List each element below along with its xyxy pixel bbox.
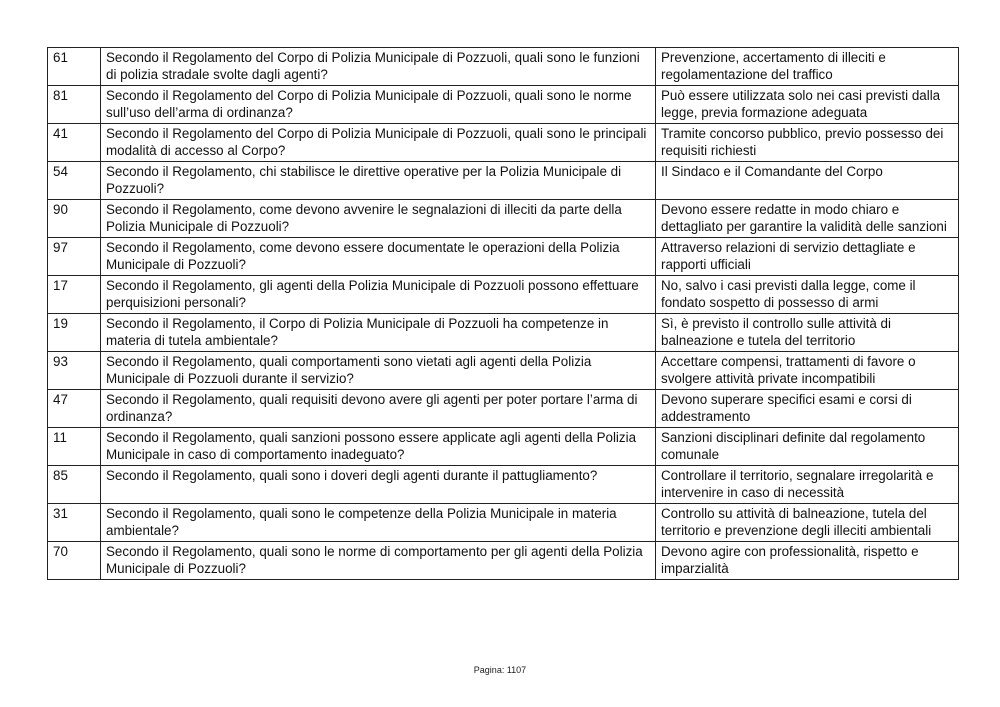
row-number: 85 — [48, 466, 101, 504]
page-number: Pagina: 1107 — [473, 665, 527, 675]
table-row — [48, 124, 959, 162]
answer-cell: Sanzioni disciplinari definite dal regolamento comunale — [656, 428, 959, 466]
answer-cell: Controllare il territorio, segnalare irregolarità e intervenire in caso di necessità — [656, 466, 959, 504]
table-row — [48, 466, 959, 504]
row-number: 90 — [48, 200, 101, 238]
table-row — [48, 504, 959, 542]
question-cell: Secondo il Regolamento, come devono avvenire le segnalazioni di illeciti da parte della Polizia Municipale di Pozzuoli? — [101, 200, 656, 238]
answer-cell: Devono superare specifici esami e corsi di addestramento — [656, 390, 959, 428]
table-row — [48, 86, 959, 124]
question-cell: Secondo il Regolamento del Corpo di Polizia Municipale di Pozzuoli, quali sono le principali modalità di accesso al Corpo? — [101, 124, 656, 162]
question-cell: Secondo il Regolamento, come devono essere documentate le operazioni della Polizia Municipale di Pozzuoli? — [101, 238, 656, 276]
table-row — [48, 162, 959, 200]
table-row — [48, 390, 959, 428]
answer-cell: Attraverso relazioni di servizio dettagliate e rapporti ufficiali — [656, 238, 959, 276]
question-cell: Secondo il Regolamento, quali comportamenti sono vietati agli agenti della Polizia Municipale di Pozzuoli durante il servizio? — [101, 352, 656, 390]
row-number: 19 — [48, 314, 101, 352]
table-row — [48, 352, 959, 390]
question-cell: Secondo il Regolamento, il Corpo di Polizia Municipale di Pozzuoli ha competenze in materia di tutela ambientale? — [101, 314, 656, 352]
answer-cell: Sì, è previsto il controllo sulle attività di balneazione e tutela del territorio — [656, 314, 959, 352]
row-number: 47 — [48, 390, 101, 428]
row-number: 61 — [48, 48, 101, 86]
answer-cell: Può essere utilizzata solo nei casi previsti dalla legge, previa formazione adeguata — [656, 86, 959, 124]
qa-table — [47, 47, 959, 580]
table-row — [48, 238, 959, 276]
question-cell: Secondo il Regolamento, quali sanzioni possono essere applicate agli agenti della Polizia Municipale in caso di comportamento inadeguato? — [101, 428, 656, 466]
row-number: 81 — [48, 86, 101, 124]
qa-table-body — [48, 48, 959, 580]
table-row — [48, 428, 959, 466]
answer-cell: Tramite concorso pubblico, previo possesso dei requisiti richiesti — [656, 124, 959, 162]
row-number: 11 — [48, 428, 101, 466]
question-cell: Secondo il Regolamento del Corpo di Polizia Municipale di Pozzuoli, quali sono le funzioni di polizia stradale svolte dagli agenti? — [101, 48, 656, 86]
table-row — [48, 542, 959, 580]
question-cell: Secondo il Regolamento, quali sono le norme di comportamento per gli agenti della Polizia Municipale di Pozzuoli? — [101, 542, 656, 580]
answer-cell: Il Sindaco e il Comandante del Corpo — [656, 162, 959, 200]
row-number: 41 — [48, 124, 101, 162]
question-cell: Secondo il Regolamento, chi stabilisce le direttive operative per la Polizia Municipale di Pozzuoli? — [101, 162, 656, 200]
row-number: 54 — [48, 162, 101, 200]
question-cell: Secondo il Regolamento, quali sono i doveri degli agenti durante il pattugliamento? — [101, 466, 656, 504]
question-cell: Secondo il Regolamento, quali requisiti devono avere gli agenti per poter portare l’arma di ordinanza? — [101, 390, 656, 428]
table-row — [48, 48, 959, 86]
row-number: 97 — [48, 238, 101, 276]
table-row — [48, 200, 959, 238]
table-row — [48, 276, 959, 314]
answer-cell: Controllo su attività di balneazione, tutela del territorio e prevenzione degli illeciti ambientali — [656, 504, 959, 542]
row-number: 70 — [48, 542, 101, 580]
answer-cell: Devono essere redatte in modo chiaro e dettagliato per garantire la validità delle sanzioni — [656, 200, 959, 238]
row-number: 93 — [48, 352, 101, 390]
answer-cell: Prevenzione, accertamento di illeciti e regolamentazione del traffico — [656, 48, 959, 86]
answer-cell: No, salvo i casi previsti dalla legge, come il fondato sospetto di possesso di armi — [656, 276, 959, 314]
answer-cell: Devono agire con professionalità, rispetto e imparzialità — [656, 542, 959, 580]
row-number: 17 — [48, 276, 101, 314]
question-cell: Secondo il Regolamento del Corpo di Polizia Municipale di Pozzuoli, quali sono le norme sull’uso dell’arma di ordinanza? — [101, 86, 656, 124]
table-row — [48, 314, 959, 352]
question-cell: Secondo il Regolamento, quali sono le competenze della Polizia Municipale in materia ambientale? — [101, 504, 656, 542]
question-cell: Secondo il Regolamento, gli agenti della Polizia Municipale di Pozzuoli possono effettuare perquisizioni personali? — [101, 276, 656, 314]
row-number: 31 — [48, 504, 101, 542]
answer-cell: Accettare compensi, trattamenti di favore o svolgere attività private incompatibili — [656, 352, 959, 390]
